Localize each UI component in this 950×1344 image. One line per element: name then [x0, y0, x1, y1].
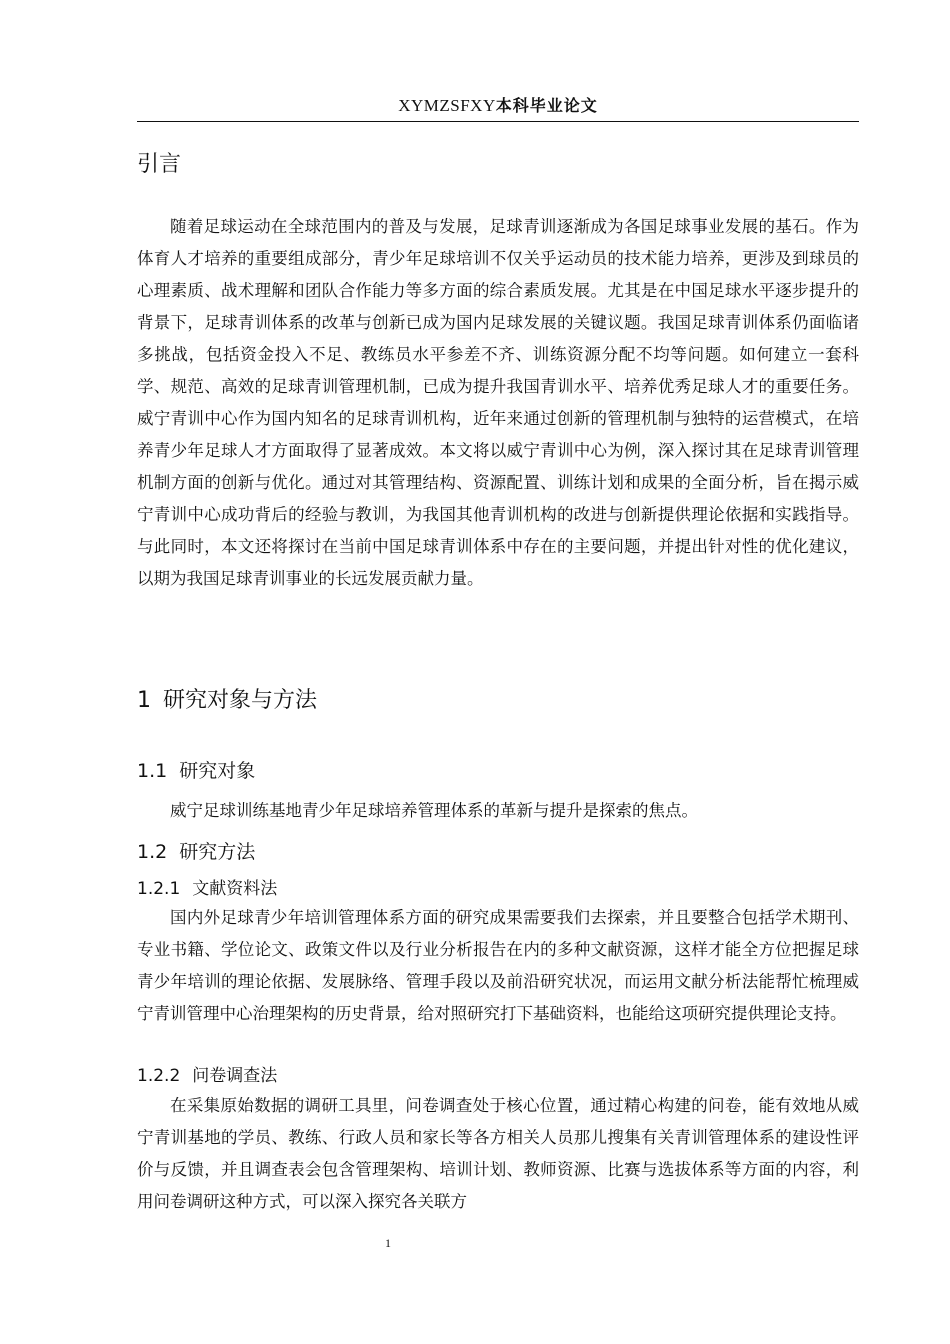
header-title: 本科毕业论文: [495, 96, 598, 115]
section-1-1-number: 1.1: [137, 760, 168, 782]
section-1-1-paragraph: 威宁足球训练基地青少年足球培养管理体系的革新与提升是探索的焦点。: [170, 801, 698, 820]
section-1-2-1-title: 文献资料法: [192, 879, 278, 899]
section-1-2-2-number: 1.2.2: [137, 1066, 181, 1086]
section-1-2-2-paragraph: 在采集原始数据的调研工具里，问卷调查处于核心位置，通过精心构建的问卷，能有效地从威宁青训基地的学员、教练、行政人员和家长等各方相关人员那儿搜集有关青训管理体系的建设性评价与反馈，并且调查表会包含管理架构、培训计划、教师资源、比赛与选拔体系等方面的内容，利用问卷调研这种方式，可以深入探究各关联方: [137, 1096, 859, 1211]
section-1-2-title: 研究方法: [179, 841, 256, 863]
section-1-2-1-number: 1.2.1: [137, 879, 181, 899]
section-1-1-title: 研究对象: [179, 760, 256, 782]
section-1-2-1-heading: [137, 876, 277, 902]
section-1-heading: [137, 686, 317, 716]
intro-paragraph: 随着足球运动在全球范围内的普及与发展，足球青训逐渐成为各国足球事业发展的基石。作为体育人才培养的重要组成部分，青少年足球培训不仅关乎运动员的技术能力培养，更涉及到球员的心理素质、战术理解和团队合作能力等多方面的综合素质发展。尤其是在中国足球水平逐步提升的背景下，足球青训体系的改革与创新已成为国内足球发展的关键议题。我国足球青训体系仍面临诸多挑战，包括资金投入不足、教练员水平参差不齐、训练资源分配不均等问题。如何建立一套科学、规范、高效的足球青训管理机制，已成为提升我国青训水平、培养优秀足球人才的重要任务。威宁青训中心作为国内知名的足球青训机构，近年来通过创新的管理机制与独特的运营模式，在培养青少年足球人才方面取得了显著成效。本文将以威宁青训中心为例，深入探讨其在足球青训管理机制方面的创新与优化。通过对其管理结构、资源配置、训练计划和成果的全面分析，旨在揭示威宁青训中心成功背后的经验与教训，为我国其他青训机构的改进与创新提供理论依据和实践指导。与此同时，本文还将探讨在当前中国足球青训体系中存在的主要问题，并提出针对性的优化建议，以期为我国足球青训事业的长远发展贡献力量。: [137, 217, 859, 588]
page-header: [137, 93, 859, 122]
header-code: XYMZSFXY: [398, 96, 496, 115]
section-1-2-number: 1.2: [137, 841, 168, 863]
intro-heading: 引言: [137, 152, 182, 177]
section-1-number: 1: [137, 688, 151, 713]
section-1-2-2-title: 问卷调查法: [192, 1066, 278, 1086]
section-1-1-heading: [137, 757, 255, 785]
section-1-2-1-paragraph: 国内外足球青少年培训管理体系方面的研究成果需要我们去探索，并且要整合包括学术期刊、专业书籍、学位论文、政策文件以及行业分析报告在内的多种文献资源，这样才能全方位把握足球青少年培训的理论依据、发展脉络、管理手段以及前沿研究状况，而运用文献分析法能帮忙梳理威宁青训管理中心治理架构的历史背景，给对照研究打下基础资料，也能给这项研究提供理论支持。: [137, 908, 859, 1023]
section-1-2-heading: [137, 838, 255, 866]
section-1-2-2-heading: [137, 1063, 277, 1089]
section-1-title: 研究对象与方法: [163, 688, 318, 713]
page-number: 1: [385, 1236, 391, 1250]
